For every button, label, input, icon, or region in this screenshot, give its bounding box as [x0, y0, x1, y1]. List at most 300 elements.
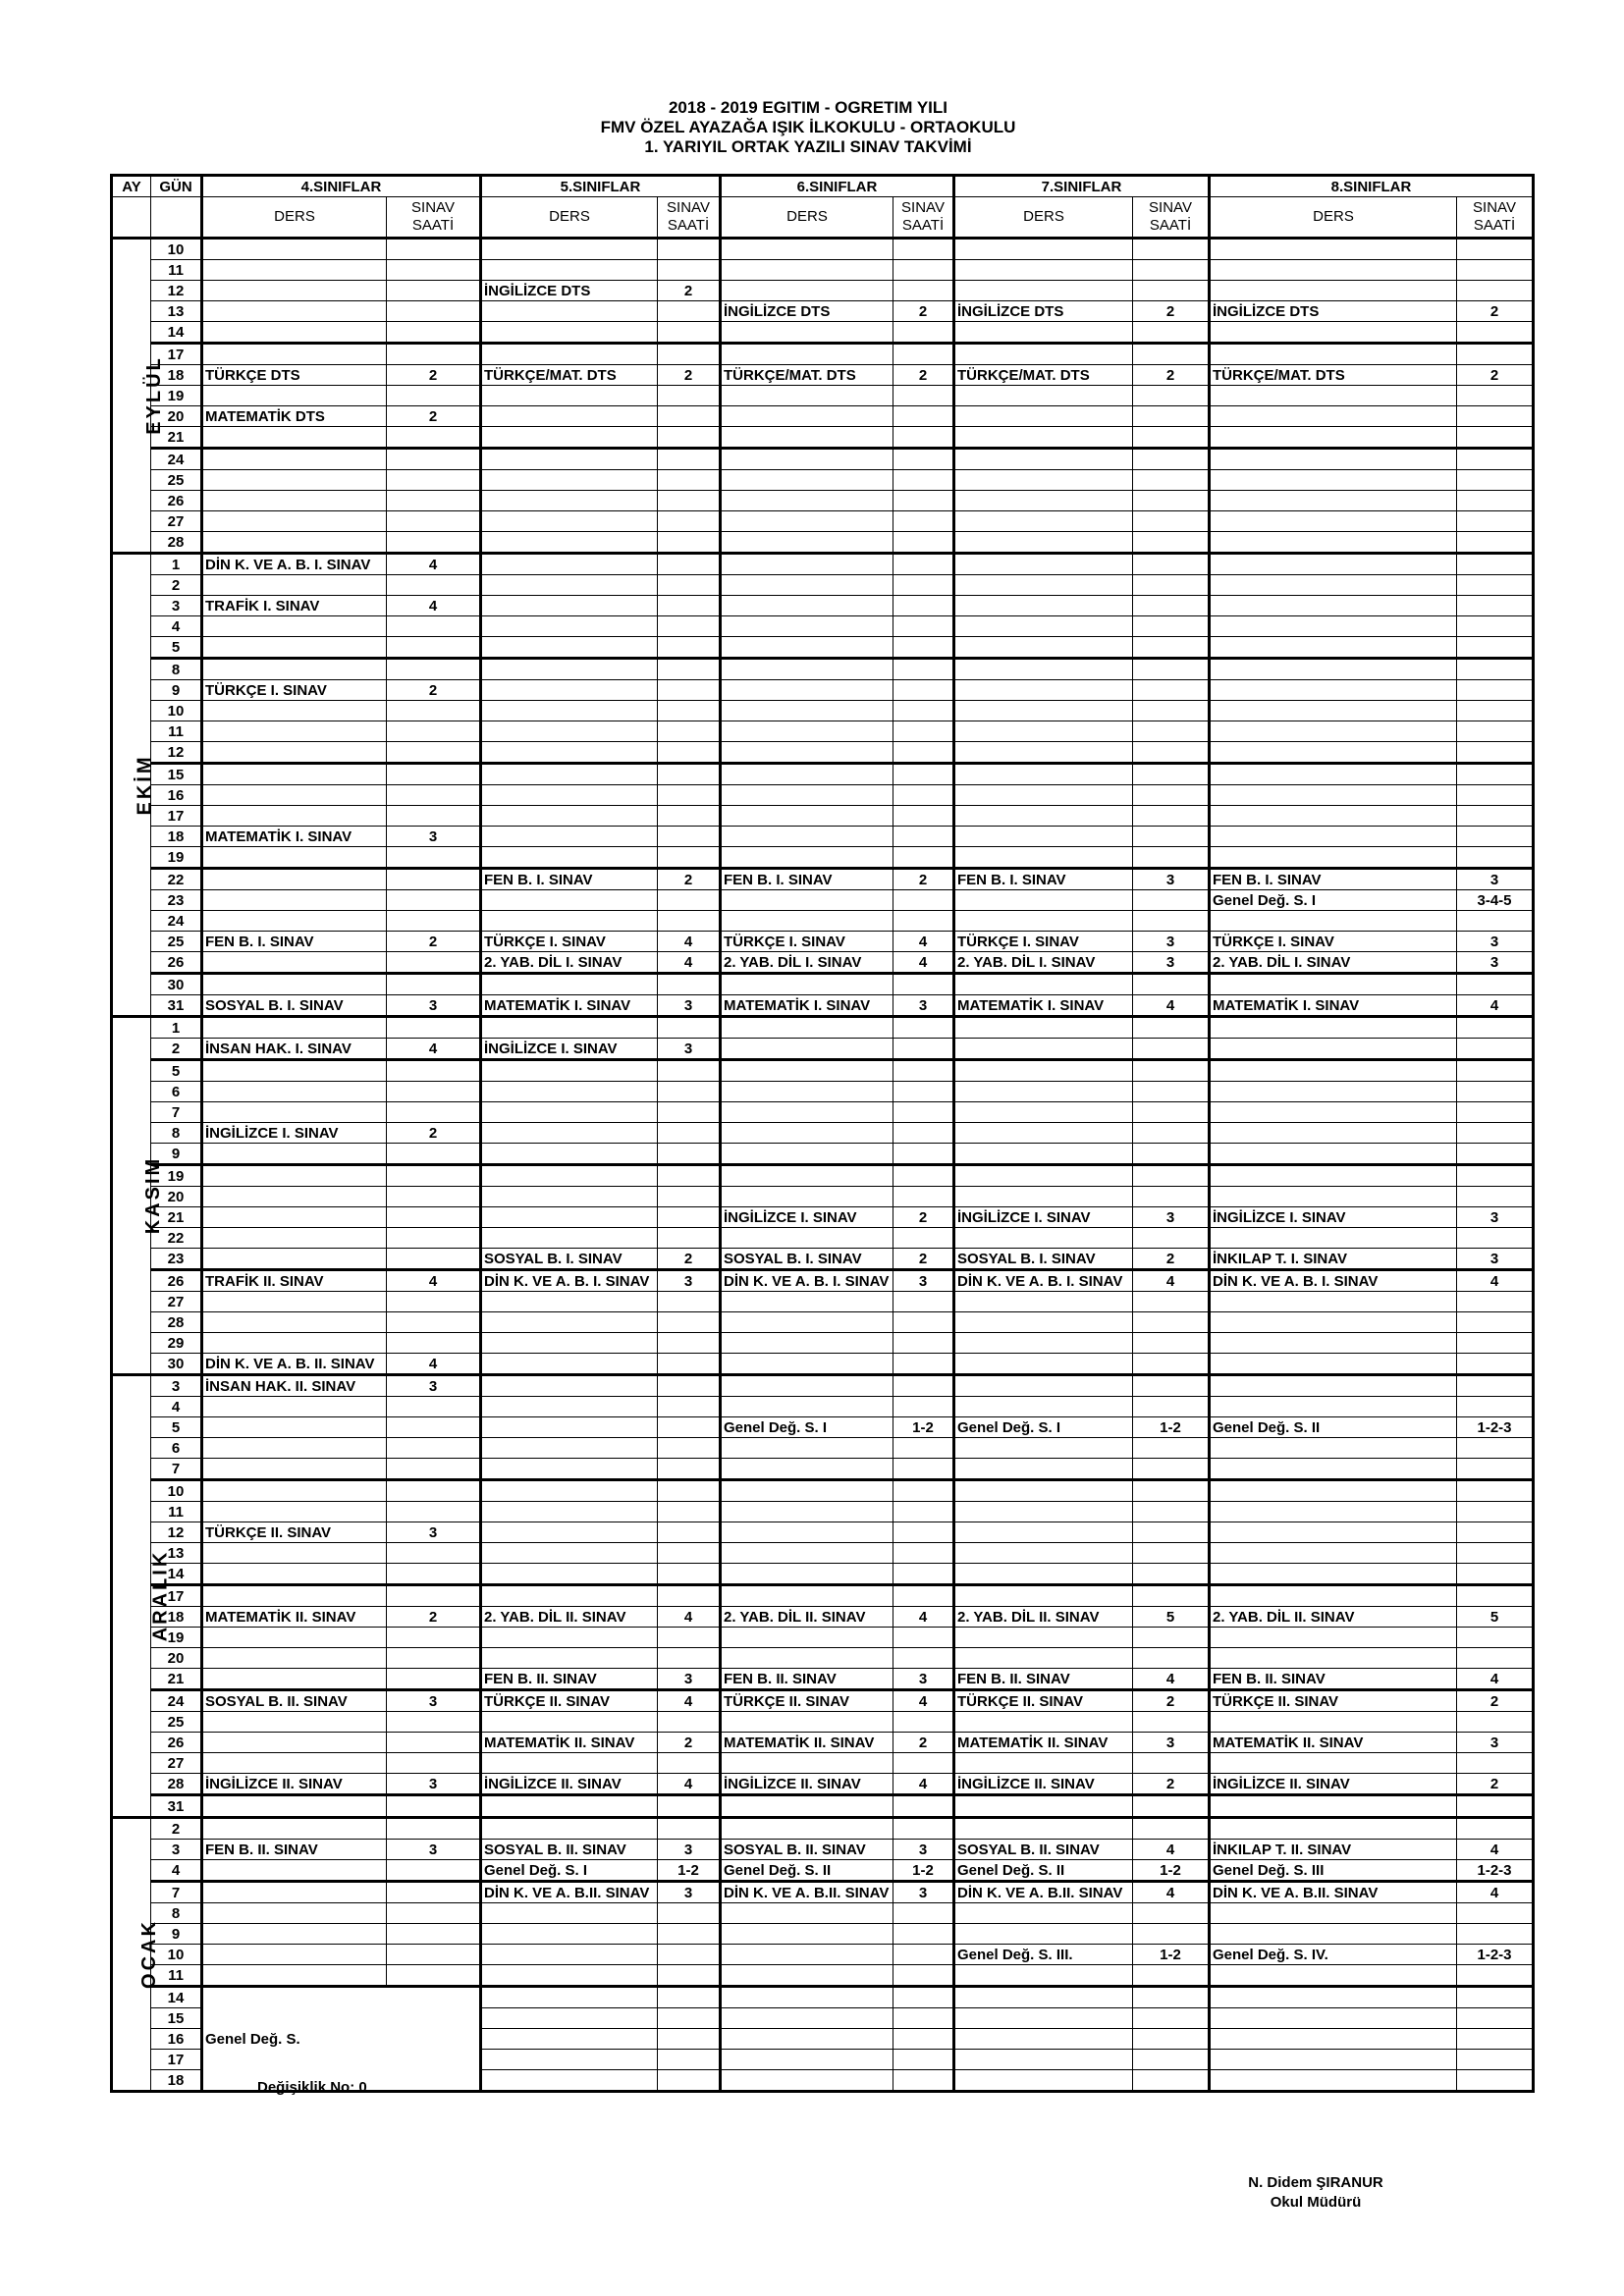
header-saat-line2: SAATİ [1473, 217, 1516, 234]
exam-hour-cell [387, 1082, 481, 1102]
exam-hour-cell: 2 [1133, 1774, 1210, 1795]
exam-hour-cell [1133, 1648, 1210, 1669]
exam-course-cell [481, 1502, 658, 1522]
exam-course-cell [1210, 1502, 1457, 1522]
exam-hour-cell: 2 [387, 932, 481, 952]
exam-course-cell: FEN B. I. SINAV [481, 869, 658, 890]
exam-hour-cell: 4 [658, 1607, 721, 1628]
exam-hour-cell [893, 1543, 954, 1564]
exam-hour-cell [893, 764, 954, 785]
exam-hour-cell [1133, 1987, 1210, 2008]
exam-course-cell: İNKILAP T. I. SINAV [1210, 1249, 1457, 1270]
exam-course-cell [954, 659, 1133, 680]
exam-hour-cell [893, 1039, 954, 1060]
exam-course-cell [954, 1228, 1133, 1249]
exam-hour-cell [387, 1312, 481, 1333]
exam-course-cell: FEN B. I. SINAV [954, 869, 1133, 890]
exam-course-cell [954, 322, 1133, 344]
schedule-row [112, 1333, 1534, 1354]
exam-hour-cell [658, 532, 721, 554]
exam-hour-cell: 3 [387, 827, 481, 847]
exam-hour-cell [1133, 1333, 1210, 1354]
exam-hour-cell [387, 449, 481, 470]
exam-hour-cell: 3-4-5 [1457, 890, 1534, 911]
exam-hour-cell [1457, 637, 1534, 659]
schedule-row [112, 1480, 1534, 1502]
exam-course-cell [954, 1543, 1133, 1564]
schedule-row [112, 1039, 1534, 1060]
exam-hour-cell [1133, 1438, 1210, 1459]
exam-hour-cell [387, 1543, 481, 1564]
exam-course-cell [481, 239, 658, 260]
exam-hour-cell [1133, 1354, 1210, 1375]
exam-course-cell [202, 511, 387, 532]
day-number: 12 [151, 1522, 202, 1543]
exam-hour-cell: 3 [1133, 932, 1210, 952]
exam-hour-cell [1133, 1060, 1210, 1082]
exam-course-cell: TÜRKÇE II. SINAV [481, 1690, 658, 1712]
header-gun: GÜN [151, 176, 202, 197]
exam-course-cell [202, 1628, 387, 1648]
exam-course-cell [1210, 1712, 1457, 1733]
exam-hour-cell: 4 [1133, 995, 1210, 1017]
day-number: 11 [151, 1965, 202, 1987]
schedule-row [112, 742, 1534, 764]
exam-hour-cell [1133, 637, 1210, 659]
schedule-row [112, 511, 1534, 532]
exam-course-cell [481, 2070, 658, 2092]
exam-hour-cell [893, 974, 954, 995]
exam-course-cell [1210, 659, 1457, 680]
exam-hour-cell [1457, 239, 1534, 260]
exam-course-cell [954, 974, 1133, 995]
exam-course-cell [721, 847, 893, 869]
exam-course-cell [954, 511, 1133, 532]
exam-hour-cell [658, 344, 721, 365]
header-saat-line2: SAATİ [901, 217, 945, 234]
exam-hour-cell: 3 [658, 1840, 721, 1860]
exam-hour-cell: 3 [893, 1270, 954, 1292]
exam-course-cell: İNGİLİZCE I. SINAV [1210, 1207, 1457, 1228]
exam-hour-cell: 3 [387, 1840, 481, 1860]
exam-course-cell [481, 301, 658, 322]
exam-hour-cell: 4 [1133, 1882, 1210, 1903]
exam-hour-cell [1457, 1543, 1534, 1564]
day-number: 21 [151, 427, 202, 449]
exam-course-cell [202, 1397, 387, 1417]
day-number: 24 [151, 449, 202, 470]
exam-course-cell [1210, 764, 1457, 785]
exam-course-cell [721, 1060, 893, 1082]
exam-course-cell [954, 1060, 1133, 1082]
exam-course-cell [1210, 616, 1457, 637]
exam-course-cell [481, 1375, 658, 1397]
schedule-row [112, 1903, 1534, 1924]
exam-hour-cell: 4 [658, 1690, 721, 1712]
exam-course-cell [1210, 239, 1457, 260]
exam-hour-cell [1133, 532, 1210, 554]
exam-course-cell [721, 701, 893, 721]
exam-course-cell [202, 1502, 387, 1522]
exam-hour-cell [893, 1522, 954, 1543]
exam-course-cell: Genel Değ. S. II [721, 1860, 893, 1882]
month-label: KASIM [142, 1155, 165, 1235]
day-number: 22 [151, 869, 202, 890]
exam-course-cell [721, 281, 893, 301]
exam-course-cell: MATEMATİK I. SINAV [1210, 995, 1457, 1017]
exam-hour-cell [1133, 701, 1210, 721]
exam-hour-cell: 1-2-3 [1457, 1945, 1534, 1965]
exam-course-cell [202, 1060, 387, 1082]
schedule-row [112, 995, 1534, 1017]
exam-course-cell [202, 1102, 387, 1123]
exam-hour-cell: 2 [658, 281, 721, 301]
exam-hour-cell [1457, 596, 1534, 616]
exam-hour-cell [658, 239, 721, 260]
schedule-row [112, 1060, 1534, 1082]
exam-course-cell [1210, 847, 1457, 869]
exam-course-cell [202, 1333, 387, 1354]
schedule-row [112, 1585, 1534, 1607]
exam-hour-cell [387, 1480, 481, 1502]
exam-hour-cell [387, 1438, 481, 1459]
exam-hour-cell [1457, 1060, 1534, 1082]
exam-hour-cell [387, 616, 481, 637]
exam-hour-cell: 3 [658, 1270, 721, 1292]
exam-hour-cell [1457, 1712, 1534, 1733]
schedule-row [112, 616, 1534, 637]
exam-hour-cell [1133, 785, 1210, 806]
exam-hour-cell [1457, 847, 1534, 869]
exam-hour-cell [1457, 1924, 1534, 1945]
exam-hour-cell [658, 301, 721, 322]
exam-course-cell [202, 1207, 387, 1228]
signer-title: Okul Müdürü [1270, 2194, 1362, 2211]
exam-hour-cell [1133, 2070, 1210, 2092]
exam-course-cell [1210, 2029, 1457, 2050]
exam-course-cell [954, 701, 1133, 721]
day-number: 18 [151, 2070, 202, 2092]
exam-hour-cell: 4 [893, 932, 954, 952]
exam-course-cell [202, 1860, 387, 1882]
schedule-row [112, 1228, 1534, 1249]
exam-course-cell [954, 1965, 1133, 1987]
exam-course-cell: FEN B. I. SINAV [202, 932, 387, 952]
exam-hour-cell [1457, 1102, 1534, 1123]
exam-course-cell: MATEMATİK DTS [202, 406, 387, 427]
exam-hour-cell [893, 1333, 954, 1354]
schedule-row [112, 554, 1534, 575]
exam-course-cell [954, 1354, 1133, 1375]
exam-course-cell: SOSYAL B. I. SINAV [481, 1249, 658, 1270]
exam-course-cell [1210, 806, 1457, 827]
exam-course-cell: İNGİLİZCE DTS [954, 301, 1133, 322]
exam-course-cell [954, 281, 1133, 301]
exam-course-cell [1210, 1438, 1457, 1459]
exam-course-cell [202, 344, 387, 365]
exam-course-cell [481, 1228, 658, 1249]
day-number: 17 [151, 2050, 202, 2070]
exam-hour-cell [1457, 575, 1534, 596]
exam-course-cell [481, 406, 658, 427]
exam-hour-cell [1133, 1965, 1210, 1987]
exam-course-cell [721, 911, 893, 932]
exam-course-cell [1210, 260, 1457, 281]
day-number: 27 [151, 1753, 202, 1774]
exam-course-cell [721, 1292, 893, 1312]
schedule-row [112, 680, 1534, 701]
document-title-block [0, 98, 1624, 157]
header-ders: DERS [954, 197, 1133, 239]
exam-course-cell: DİN K. VE A. B. I. SINAV [202, 554, 387, 575]
day-number: 19 [151, 1165, 202, 1187]
exam-course-cell: TÜRKÇE DTS [202, 365, 387, 386]
month-label: ARALIK [149, 1549, 172, 1642]
exam-hour-cell [1457, 260, 1534, 281]
day-number: 28 [151, 1774, 202, 1795]
exam-course-cell [202, 1292, 387, 1312]
exam-hour-cell: 3 [1133, 1207, 1210, 1228]
exam-hour-cell: 2 [1457, 1690, 1534, 1712]
exam-course-cell [481, 890, 658, 911]
exam-course-cell [481, 1543, 658, 1564]
exam-course-cell [721, 2050, 893, 2070]
exam-course-cell [954, 1987, 1133, 2008]
exam-course-cell [481, 1628, 658, 1648]
exam-hour-cell [658, 596, 721, 616]
header-group-5: 5.SINIFLAR [481, 176, 721, 197]
exam-course-cell [202, 1438, 387, 1459]
exam-course-cell [721, 890, 893, 911]
exam-hour-cell [387, 1017, 481, 1039]
exam-course-cell [481, 847, 658, 869]
exam-hour-cell [658, 1924, 721, 1945]
exam-hour-cell [1457, 449, 1534, 470]
day-number: 3 [151, 596, 202, 616]
exam-course-cell [202, 659, 387, 680]
header-sinav-saati [1133, 197, 1210, 239]
exam-course-cell [721, 575, 893, 596]
exam-hour-cell [387, 1165, 481, 1187]
exam-course-cell: MATEMATİK II. SINAV [721, 1733, 893, 1753]
exam-course-cell: İNGİLİZCE II. SINAV [954, 1774, 1133, 1795]
exam-course-cell [202, 1585, 387, 1607]
exam-hour-cell [387, 1502, 481, 1522]
exam-course-cell [481, 1333, 658, 1354]
exam-hour-cell [387, 659, 481, 680]
header-sinav-saati [893, 197, 954, 239]
exam-course-cell [481, 701, 658, 721]
exam-hour-cell [893, 2029, 954, 2050]
exam-course-cell [721, 742, 893, 764]
exam-hour-cell [893, 1648, 954, 1669]
exam-course-cell [954, 637, 1133, 659]
exam-course-cell [954, 1818, 1133, 1840]
exam-hour-cell [387, 1860, 481, 1882]
exam-course-cell [1210, 721, 1457, 742]
exam-hour-cell [1457, 1438, 1534, 1459]
day-number: 17 [151, 1585, 202, 1607]
exam-hour-cell [893, 386, 954, 406]
exam-hour-cell [387, 721, 481, 742]
exam-hour-cell [893, 616, 954, 637]
exam-course-cell [481, 1417, 658, 1438]
exam-course-cell [954, 616, 1133, 637]
exam-course-cell [481, 785, 658, 806]
exam-course-cell [1210, 1628, 1457, 1648]
exam-course-cell [481, 2029, 658, 2050]
exam-course-cell [721, 616, 893, 637]
exam-course-cell [481, 1924, 658, 1945]
exam-hour-cell [658, 1818, 721, 1840]
exam-hour-cell [387, 974, 481, 995]
exam-hour-cell [893, 532, 954, 554]
exam-hour-cell [1457, 1165, 1534, 1187]
exam-hour-cell [1133, 2008, 1210, 2029]
exam-hour-cell [1133, 616, 1210, 637]
exam-course-cell: SOSYAL B. I. SINAV [202, 995, 387, 1017]
exam-course-cell [1210, 1987, 1457, 2008]
exam-course-cell [954, 1522, 1133, 1543]
exam-hour-cell [893, 827, 954, 847]
exam-hour-cell [658, 847, 721, 869]
header-sinav-saati [658, 197, 721, 239]
day-number: 22 [151, 1228, 202, 1249]
exam-hour-cell [1457, 427, 1534, 449]
day-number: 16 [151, 785, 202, 806]
exam-course-cell [1210, 1795, 1457, 1818]
day-number: 17 [151, 344, 202, 365]
exam-hour-cell [1457, 1564, 1534, 1585]
month-label: EKİM [134, 754, 156, 815]
exam-course-cell [721, 2070, 893, 2092]
exam-course-cell [954, 1480, 1133, 1502]
exam-hour-cell: 4 [387, 1354, 481, 1375]
exam-hour-cell [1133, 1924, 1210, 1945]
exam-hour-cell [387, 1459, 481, 1480]
day-number: 10 [151, 1480, 202, 1502]
exam-course-cell [954, 2008, 1133, 2029]
exam-course-cell [1210, 386, 1457, 406]
exam-hour-cell [1133, 596, 1210, 616]
exam-hour-cell [1133, 827, 1210, 847]
exam-course-cell [954, 1795, 1133, 1818]
exam-course-cell [721, 721, 893, 742]
exam-hour-cell [658, 1564, 721, 1585]
exam-hour-cell [387, 511, 481, 532]
exam-course-cell: SOSYAL B. II. SINAV [721, 1840, 893, 1860]
schedule-row [112, 1607, 1534, 1628]
exam-hour-cell [893, 596, 954, 616]
exam-hour-cell [1133, 1312, 1210, 1333]
schedule-row [112, 1840, 1534, 1860]
exam-course-cell [721, 764, 893, 785]
exam-hour-cell [1133, 911, 1210, 932]
exam-hour-cell [658, 1945, 721, 1965]
schedule-row [112, 1459, 1534, 1480]
day-number: 28 [151, 532, 202, 554]
exam-hour-cell [387, 1292, 481, 1312]
schedule-row [112, 1249, 1534, 1270]
exam-course-cell [481, 1522, 658, 1543]
schedule-row [112, 911, 1534, 932]
exam-hour-cell [1133, 2029, 1210, 2050]
schedule-row [112, 260, 1534, 281]
exam-hour-cell [1133, 742, 1210, 764]
exam-hour-cell: 4 [893, 1607, 954, 1628]
exam-course-cell: FEN B. I. SINAV [1210, 869, 1457, 890]
exam-hour-cell [387, 1207, 481, 1228]
exam-course-cell: 2. YAB. DİL I. SINAV [1210, 952, 1457, 974]
exam-hour-cell [387, 1628, 481, 1648]
exam-course-cell [202, 322, 387, 344]
day-number: 18 [151, 827, 202, 847]
exam-course-cell [481, 2050, 658, 2070]
exam-course-cell: İNGİLİZCE DTS [481, 281, 658, 301]
exam-course-cell [481, 911, 658, 932]
exam-course-cell [481, 322, 658, 344]
exam-hour-cell [387, 281, 481, 301]
exam-hour-cell [1133, 1628, 1210, 1648]
exam-course-cell [481, 1102, 658, 1123]
exam-course-cell [954, 1312, 1133, 1333]
exam-course-cell [202, 1543, 387, 1564]
exam-course-cell: MATEMATİK II. SINAV [954, 1733, 1133, 1753]
exam-hour-cell: 3 [387, 1690, 481, 1712]
exam-hour-cell: 2 [1133, 301, 1210, 322]
exam-hour-cell [1133, 974, 1210, 995]
exam-course-cell [1210, 1818, 1457, 1840]
exam-hour-cell [1133, 2050, 1210, 2070]
exam-hour-cell: 4 [1457, 1840, 1534, 1860]
exam-hour-cell [1457, 344, 1534, 365]
day-number: 5 [151, 637, 202, 659]
exam-hour-cell [1457, 1903, 1534, 1924]
exam-course-cell: DİN K. VE A. B.II. SINAV [954, 1882, 1133, 1903]
exam-course-cell [954, 596, 1133, 616]
exam-hour-cell [1133, 281, 1210, 301]
header-ders: DERS [202, 197, 387, 239]
exam-course-cell: DİN K. VE A. B. I. SINAV [721, 1270, 893, 1292]
exam-hour-cell [893, 1628, 954, 1648]
exam-course-cell [721, 1795, 893, 1818]
exam-hour-cell: 2 [658, 869, 721, 890]
exam-course-cell [721, 1818, 893, 1840]
exam-course-cell [1210, 1522, 1457, 1543]
exam-hour-cell [893, 322, 954, 344]
exam-hour-cell [893, 847, 954, 869]
exam-hour-cell [658, 1648, 721, 1669]
schedule-row [112, 1438, 1534, 1459]
exam-course-cell: Genel Değ. S. II [954, 1860, 1133, 1882]
exam-hour-cell [658, 470, 721, 491]
exam-course-cell [954, 1082, 1133, 1102]
exam-hour-cell [658, 554, 721, 575]
exam-course-cell [721, 406, 893, 427]
exam-course-cell [954, 1753, 1133, 1774]
exam-course-cell [954, 1648, 1133, 1669]
exam-hour-cell [658, 1082, 721, 1102]
exam-course-cell [1210, 1060, 1457, 1082]
schedule-row [112, 1354, 1534, 1375]
exam-course-cell: Genel Değ. S. IV. [1210, 1945, 1457, 1965]
exam-course-cell: TÜRKÇE/MAT. DTS [1210, 365, 1457, 386]
exam-hour-cell [658, 1354, 721, 1375]
day-number: 19 [151, 386, 202, 406]
exam-course-cell [202, 637, 387, 659]
exam-hour-cell [1457, 1312, 1534, 1333]
exam-hour-cell [1133, 1753, 1210, 1774]
